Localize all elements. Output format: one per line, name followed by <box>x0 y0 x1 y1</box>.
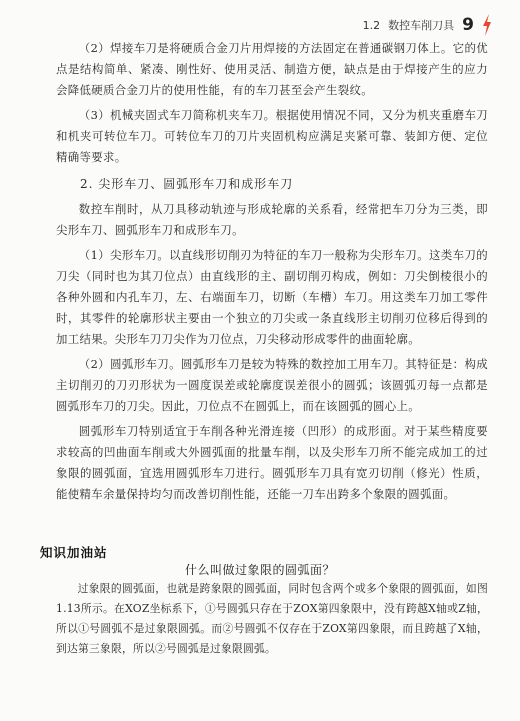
main-text <box>56 38 488 509</box>
paragraph-tool-classes: 数控车削时，从刀具移动轨迹与形成轮廓的关系看，经常把车刀分为三类，即尖形车刀、圆弧形车刀和成形车刀。 <box>56 202 488 237</box>
paragraph-arc-tool-use: 圆弧形车刀特别适宜于车削各种光滑连接（凹形）的成形面。对于某些精度要求较高的凹曲面车削或大外圆弧面的批量车削，以及尖形车刀所不能完成加工的过象限的圆弧面，宜选用圆弧形车刀进行。圆弧形车刀具有宽刃切削（修光）性质，能使精车余量保持均匀而改善切削性能，还能一刀车出跨多个象限的圆弧面。 <box>56 424 488 501</box>
knowledge-answer: 过象限的圆弧面，也就是跨象限的圆弧面，同时包含两个或多个象限的圆弧面，如图1.13所示。在XOZ坐标系下，①号圆弧只存在于ZOX第四象限中，没有跨越X轴或Z轴，所以①号圆弧不是过象限圆弧。而②号圆弧不仅存在于ZOX第四象限，而且跨越了X轴，到达第三象限，所以②号圆弧是过象限圆弧。 <box>56 582 488 655</box>
knowledge-question: 什么叫做过象限的圆弧面？ <box>184 563 335 577</box>
section-title: 数控车削刀具 <box>388 19 455 32</box>
lightning-bolt-icon <box>482 14 492 36</box>
paragraph-arc-tool: （2）圆弧形车刀。圆弧形车刀是较为特殊的数控加工用车刀。其特征是：构成主切削刃的刀刃形状为一圆度误差或轮廓度误差很小的圆弧；该圆弧刃每一点都是圆弧形车刀的刀尖。因此，刀位点不在圆弧上，而在该圆弧的圆心上。 <box>56 357 488 413</box>
section-number: 1.2 <box>362 18 381 32</box>
paragraph-clamped-tool: （3）机械夹固式车刀简称机夹车刀。根据使用情况不同，又分为机夹重磨车刀和机夹可转位车刀。可转位车刀的刀片夹固机构应满足夹紧可靠、装卸方便、定位精确等要求。 <box>56 108 488 164</box>
running-header <box>363 14 492 36</box>
page-number: 9 <box>462 15 474 35</box>
paragraph-pointed-tool: （1）尖形车刀。以直线形切削刃为特征的车刀一般称为尖形车刀。这类车刀的刀尖（同时也为其刀位点）由直线形的主、副切削刃构成，例如：刀尖倒棱很小的各种外圆和内孔车刀，左、右端面车刀，切断（车槽）车刀。用这类车刀加工零件时，其零件的轮廓形状主要由一个独立的刀尖或一条直线形主切削刃位移后得到的加工结果。尖形车刀刀尖作为刀位点，刀尖移动形成零件的曲面轮廓。 <box>56 248 488 346</box>
paragraph-welded-tool: （2）焊接车刀是将硬质合金刀片用焊接的方法固定在普通碳钢刀体上。它的优点是结构简单、紧凑、刚性好、使用灵活、制造方便，缺点是由于焊接产生的应力会降低硬质合金刀片的使用性能，有的车刀甚至会产生裂纹。 <box>56 41 488 97</box>
knowledge-box-title: 知识加油站 <box>40 545 108 560</box>
subsection-heading: 2. 尖形车刀、圆弧形车刀和成形车刀 <box>80 177 294 191</box>
